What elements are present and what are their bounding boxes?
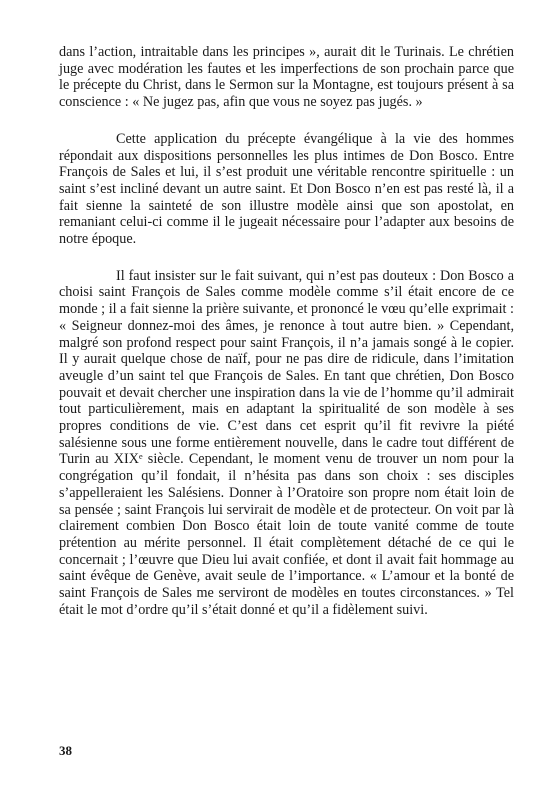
- paragraph-model-saint-francis: Il faut insister sur le fait suivant, qui n’est pas douteux : Don Bosco a choisi saint François de Sales comme modèle comme s’il était encore de ce monde ; il a fait sienne la prière suivante, et prononcé le vœu qu’elle exprimait : « Seigneur donnez-moi des âmes, je renonce à tout autre bien. » Cependant, malgré son profond respect pour saint François, il n’a jamais songé à le copier. Il y aurait quelque chose de naïf, pour ne pas dire de ridicule, dans l’imitation aveugle d’un saint tel que François de Sales. En tant que chrétien, Don Bosco pouvait et devait chercher une inspiration dans la vie de l’homme qu’il admirait tout particulièrement, mais en adaptant la spiritualité de son modèle à ses propres conditions de vie. C’est dans cet esprit qu’il fit revivre la piété salésienne sous une forme entièrement nouvelle, dans le cadre tout différent de Turin au XIXᵉ siècle. Cependant, le moment venu de trouver un nom pour la congrégation qu’il fondait, il n’hésita pas dans son choix : ses disciples s’appelleraient les Salésiens. Donner à l’Oratoire son propre nom était loin de sa pensée ; saint François lui servirait de modèle et de protecteur. On voit par là clairement combien Don Bosco était loin de toute vanité comme de toute prétention au mérite personnel. Il était complètement détaché de ce qui le concernait ; l’œuvre que Dieu lui avait confiée, et dont il avait fait hommage au saint évêque de Genève, avait seule de l’importance. « L’amour et la bonté de saint François de Sales me serviront de modèles en toutes circonstances. » Tel était le mot d’ordre qu’il s’était donné et qu’il a fidèlement suivi.: [59, 267, 514, 618]
- page-number: 38: [59, 743, 72, 758]
- paragraph-evangelical-precept: Cette application du précepte évangélique à la vie des hommes répondait aux dispositions personnelles les plus intimes de Don Bosco. Entre François de Sales et lui, il s’est produit une véritable rencontre spirituelle : un saint s’est incliné devant un autre saint. Et Don Bosco n’en est pas resté là, il a fait sienne la sainteté de son illustre modèle ainsi que son apostolat, en remaniant celui-ci comme il le jugeait nécessaire pour l’adapter aux besoins de notre époque.: [59, 130, 514, 248]
- page-body: [59, 44, 514, 639]
- paragraph-continuation: dans l’action, intraitable dans les principes », aurait dit le Turinais. Le chrétien juge avec modération les fautes et les imperfections de son prochain parce que le précepte du Christ, dans le Sermon sur la Montagne, est toujours présent à sa conscience : « Ne jugez pas, afin que vous ne soyez pas jugés. »: [59, 44, 514, 111]
